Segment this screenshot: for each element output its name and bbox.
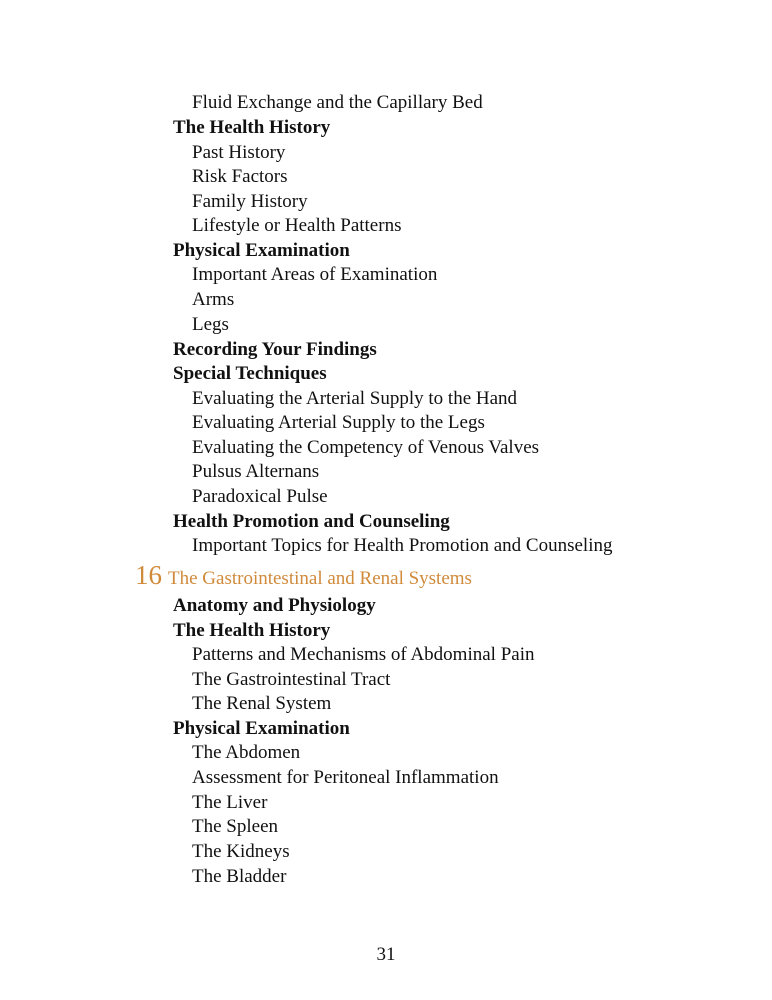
toc-subentry[interactable]: Patterns and Mechanisms of Abdominal Pain xyxy=(192,644,535,665)
toc-subentry[interactable]: Important Areas of Examination xyxy=(192,264,438,285)
toc-subentry[interactable]: Assessment for Peritoneal Inflammation xyxy=(192,767,499,788)
toc-section-heading[interactable]: Recording Your Findings xyxy=(173,339,377,360)
toc-subentry[interactable]: The Abdomen xyxy=(192,742,301,763)
toc-subentry[interactable]: Lifestyle or Health Patterns xyxy=(192,215,402,236)
toc-chapter-heading[interactable] xyxy=(135,562,472,589)
toc-section-heading[interactable]: Physical Examination xyxy=(173,718,350,739)
toc-subentry[interactable]: Pulsus Alternans xyxy=(192,461,320,482)
toc-subentry[interactable]: Arms xyxy=(192,289,235,310)
toc-subentry[interactable]: Risk Factors xyxy=(192,166,288,187)
toc-section-heading[interactable]: Special Techniques xyxy=(173,363,327,384)
toc-subentry[interactable]: The Spleen xyxy=(192,816,279,837)
toc-subentry[interactable]: The Gastrointestinal Tract xyxy=(192,669,391,690)
toc-subentry[interactable]: The Liver xyxy=(192,792,268,813)
toc-subentry[interactable]: Important Topics for Health Promotion and Counseling xyxy=(192,535,613,556)
toc-subentry[interactable]: Evaluating the Arterial Supply to the Hand xyxy=(192,388,518,409)
chapter-number: 16 xyxy=(135,560,162,590)
toc-subentry[interactable]: Family History xyxy=(192,191,308,212)
toc-subentry[interactable]: Paradoxical Pulse xyxy=(192,486,328,507)
toc-subentry[interactable]: Evaluating Arterial Supply to the Legs xyxy=(192,412,485,433)
toc-section-heading[interactable]: Physical Examination xyxy=(173,240,350,261)
toc-subentry[interactable]: Legs xyxy=(192,314,229,335)
chapter-title: The Gastrointestinal and Renal Systems xyxy=(168,568,472,589)
toc-subentry[interactable]: Past History xyxy=(192,142,286,163)
toc-section-heading[interactable]: Health Promotion and Counseling xyxy=(173,511,450,532)
toc-subentry[interactable]: Fluid Exchange and the Capillary Bed xyxy=(192,92,483,113)
page-number: 31 xyxy=(376,944,396,965)
toc-section-heading[interactable]: The Health History xyxy=(173,620,331,641)
toc-subentry[interactable]: The Bladder xyxy=(192,866,287,887)
toc-subentry[interactable]: The Renal System xyxy=(192,693,332,714)
toc-section-heading[interactable]: Anatomy and Physiology xyxy=(173,595,376,616)
toc-subentry[interactable]: Evaluating the Competency of Venous Valves xyxy=(192,437,540,458)
toc-section-heading[interactable]: The Health History xyxy=(173,117,331,138)
toc-subentry[interactable]: The Kidneys xyxy=(192,841,290,862)
